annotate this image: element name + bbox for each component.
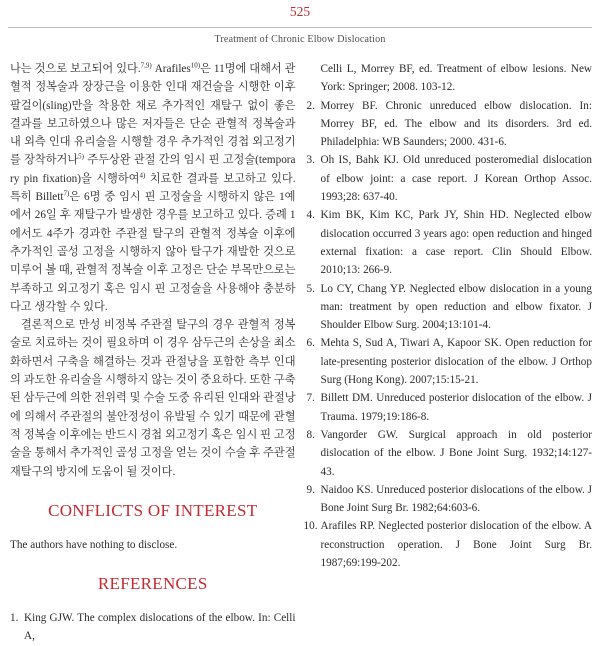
- reference-list: [303, 97, 593, 573]
- reference-item: [303, 517, 593, 572]
- reference-text: Morrey BF. Chronic unreduced elbow dislocation. In: Morrey BF, ed. The elbow and its disorders. 3rd ed. Philadelphia: WB Saunders; 2000. 431-6.: [320, 99, 592, 149]
- reference-text: King GJW. The complex dislocations of the elbow. In: Celli A,: [24, 612, 296, 643]
- body-paragraph: [10, 316, 296, 481]
- left-column: [10, 60, 296, 646]
- reference-number: 9.: [306, 483, 315, 496]
- two-column-body: [0, 45, 600, 646]
- reference-number: 4.: [306, 209, 315, 222]
- reference-number: 1.: [10, 612, 19, 625]
- disclosure-text: The authors have nothing to disclose.: [10, 538, 178, 551]
- reference-item: [307, 389, 593, 426]
- citation-superscript: 7): [63, 189, 70, 198]
- right-column: [303, 60, 593, 646]
- paragraph-text: 주두상완 관절 간의 임시 핀 고정술(temporary pin fixation)을 시행하여: [10, 154, 296, 185]
- reference-item: [307, 426, 593, 481]
- reference-text: Naidoo KS. Unreduced posterior dislocations of the elbow. J Bone Joint Surg Br. 1982;64:603-6.: [320, 483, 592, 515]
- reference-item: [10, 609, 296, 646]
- reference-number: 5.: [306, 282, 315, 295]
- citation-superscript: 4): [139, 171, 146, 180]
- paragraph-text: 은 6명 중 임시 핀 고정술을 시행하지 않은 1예에서 26일 후 재탈구가 발생한 경우를 보고하고 있다. 증례 1에서도 4주가 경과한 주관절 탈구의 관혈적 정복술 이후에 추가적인 골성 고정을 시행하지 않아 탈구가 재발한 것으로 미루어 볼 때, 관혈적 정복술 이후 고정은 단순 부목만으로는 부족하고 외고정기 혹은 임시 핀 고정술을 사용해야 충분하다고 생각할 수 있다.: [10, 191, 296, 313]
- reference-text: Mehta S, Sud A, Tiwari A, Kapoor SK. Open reduction for late-presenting posterior dislocation of the elbow. J Orthop Surg (Hong Kong). 2007;15:15-21.: [320, 337, 592, 387]
- paragraph-text: Arafiles: [151, 63, 191, 75]
- reference-text: Oh IS, Bahk KJ. Old unreduced posteromedial dislocation of elbow joint: a case report. J Korean Orthop Assoc. 1993;28: 637-40.: [320, 154, 592, 204]
- reference-number: 8.: [306, 428, 315, 441]
- citation-superscript: 5): [78, 152, 84, 161]
- paragraph-text: 나는 것으로 보고되어 있다.: [10, 63, 141, 75]
- reference-text: Billett DM. Unreduced posterior dislocation of the elbow. J Trauma. 1979;19:186-8.: [320, 392, 592, 423]
- page-number: 525: [289, 4, 311, 19]
- reference-item: [307, 97, 593, 152]
- reference-item: [307, 280, 593, 335]
- reference-text: Arafiles RP. Neglected posterior dislocation of the elbow. A reconstruction operation. J Bone Joint Surg Br. 1987;69:199-202.: [320, 520, 592, 570]
- reference-item: [307, 151, 593, 206]
- running-head-title: Treatment of Chronic Elbow Dislocation: [214, 34, 386, 45]
- reference-number: 7.: [306, 392, 315, 405]
- reference-continuation: Celli L, Morrey BF, ed. Treatment of elbow lesions. New York: Springer; 2008. 103-12.: [320, 63, 592, 94]
- reference-item: [307, 334, 593, 389]
- reference-text: Vangorder GW. Surgical approach in old posterior dislocation of the elbow. J Bone Joint Surg. 1932;14:127-43.: [320, 428, 592, 478]
- citation-superscript: 7,9): [140, 61, 152, 70]
- paragraph-text: 치료한 결과를 보고하고 있다. 특히 Billett: [10, 172, 296, 204]
- discussion-text-block: [10, 60, 296, 481]
- paragraph-text: 은 11명에 대해서 관혈적 정복술과 장장근을 이용한 인대 재건술을 시행한 이후 팔걸이(sling)만을 착용한 채로 추가적인 재탈구 없이 좋은 결과를 보고하였으나 많은 저자들은 단순 관혈적 정복술과 내 외측 인대 유리술을 시행할 경우 추가적인 경첩 외고정기를 장착하거나: [10, 63, 296, 167]
- reference-number: 2.: [306, 99, 315, 112]
- reference-item: [307, 206, 593, 279]
- paragraph-text: 결론적으로 만성 비정복 주관절 탈구의 경우 관혈적 정복술로 치료하는 것이 필요하며 이 경우 삼두근의 손상을 최소화하면서 구축을 해결하는 것과 관절낭을 포함한 측부 인대의 과도한 유리술을 시행하지 않는 것이 중요하다. 또한 구축된 삼두근에 의한 전위력 및 수술 도중 유리된 인대와 관절낭에 의해서 주관절의 불안정성이 유발될 수 있기 때문에 관혈적 정복술 이후에는 반드시 경첩 외고정기 혹은 임시 핀 고정술을 통해서 추가적인 골성 고정을 얻는 것이 수술 후 주관절 재탈구의 방지에 도움이 될 것이다.: [10, 319, 296, 478]
- conflicts-of-interest-heading: CONFLICTS OF INTEREST: [48, 500, 258, 520]
- citation-superscript: 10): [190, 61, 201, 70]
- reference-text: Lo CY, Chang YP. Neglected elbow dislocation in a young man: treatment by open reduction and elbow fixator. J Shoulder Elbow Surg. 2004;13:101-4.: [320, 282, 592, 332]
- page-header: [0, 4, 600, 45]
- reference-number: 3.: [306, 154, 315, 167]
- references-heading: REFERENCES: [97, 574, 208, 594]
- reference-item: [307, 481, 593, 518]
- reference-number: 6.: [306, 337, 315, 350]
- body-paragraph: [10, 60, 296, 316]
- reference-number: 10.: [303, 520, 318, 533]
- reference-text: Kim BK, Kim KC, Park JY, Shin HD. Neglected elbow dislocation occurred 3 years ago: open reduction and hinged external fixation: a case report. Clin Should Elbow. 2010;13: 266-9.: [320, 209, 592, 277]
- header-divider-rule: [8, 27, 592, 28]
